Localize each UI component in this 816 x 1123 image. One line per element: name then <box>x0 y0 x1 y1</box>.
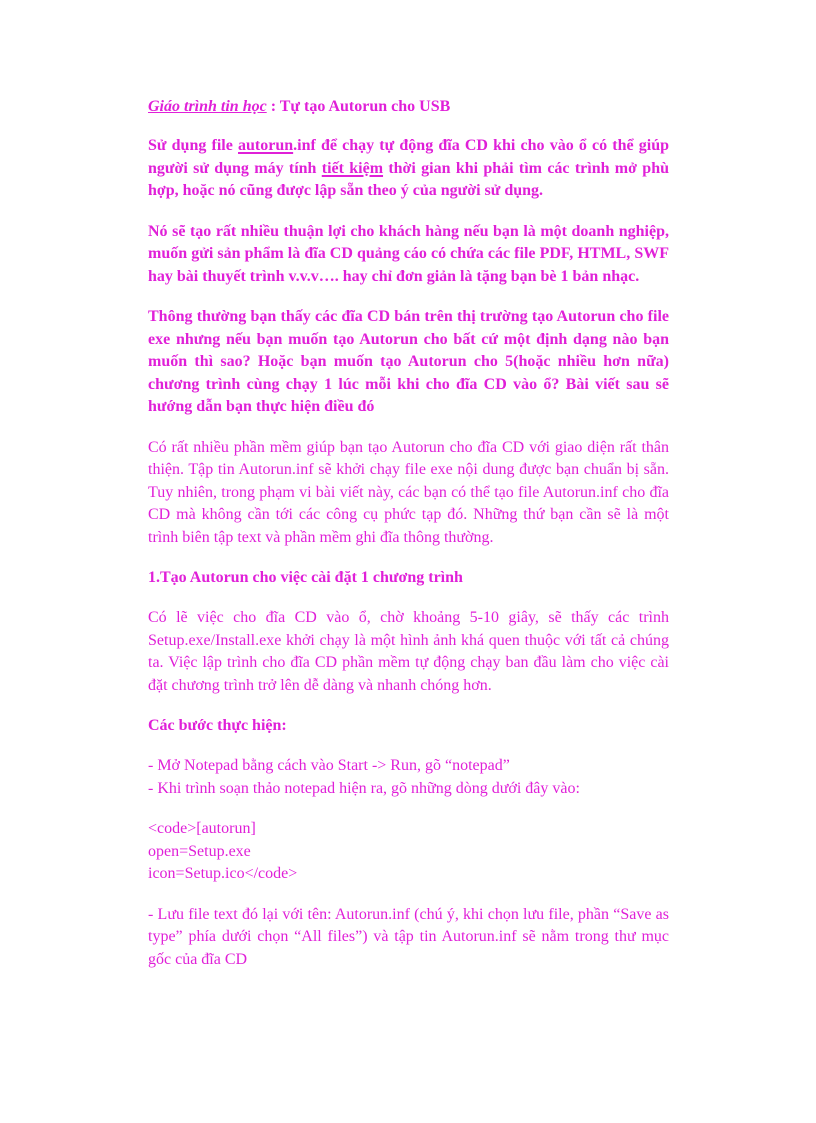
title-text: Tự tạo Autorun cho USB <box>279 98 451 115</box>
question-paragraph: Thông thường bạn thấy các đĩa CD bán trên thị trường tạo Autorun cho file exe nhưng nếu bạn muốn tạo Autorun cho bất cứ một định dạng nào bạn muốn thì sao? Hoặc bạn muốn tạo Autorun cho 5(hoặc nhiều hơn nữa) chương trình cùng chạy 1 lúc mỗi khi cho đĩa CD vào ổ? Bài viết sau sẽ hướng dẫn bạn thực hiện điều đó <box>148 308 669 415</box>
intro-text-b: .inf để chạy tự động đĩa CD khi cho vào ổ có thể giúp người sử dụng máy tính <box>148 137 670 177</box>
intro-text-a: Sử dụng file <box>148 137 239 154</box>
title-separator: : <box>266 98 280 115</box>
code-line: open=Setup.exe <box>148 842 251 860</box>
install-paragraph: Có lẽ việc cho đĩa CD vào ổ, chờ khoảng 5-10 giây, sẽ thấy các trình Setup.exe/Install.exe khởi chạy là một hình ảnh khá quen thuộc với tất cả chúng ta. Việc lập trình cho đĩa CD phần mềm tự động chạy ban đầu làm cho việc cài đặt chương trình trở lên dễ dàng và nhanh chóng hơn. <box>148 609 669 694</box>
intro-paragraph <box>148 135 669 203</box>
section-heading-install: 1.Tạo Autorun cho việc cài đặt 1 chương trình <box>148 569 463 586</box>
benefit-paragraph: Nó sẽ tạo rất nhiều thuận lợi cho khách hàng nếu bạn là một doanh nghiệp, muốn gửi sản phẩm là đĩa CD quảng cáo có chứa các file PDF, HTML, SWF hay bài thuyết trình v.v.v…. hay chỉ đơn giản là tặng bạn bè 1 bản nhạc. <box>148 222 669 285</box>
code-line: icon=Setup.ico</code> <box>148 865 298 882</box>
software-paragraph: Có rất nhiều phần mềm giúp bạn tạo Autorun cho đĩa CD với giao diện rất thân thiện. Tập tin Autorun.inf sẽ khởi chạy file exe nội dung được bạn chuẩn bị sẵn. Tuy nhiên, trong phạm vi bài viết này, các bạn có thể tạo file Autorun.inf cho đĩa CD mà không cần tới các công cụ phức tạp đó. Những thứ bạn cần sẽ là một trình biên tập text và phần mềm ghi đĩa thông thường. <box>148 438 669 546</box>
steps-list <box>148 755 669 800</box>
document-title <box>148 96 669 118</box>
code-line: <code>[autorun] <box>148 820 256 837</box>
tiet-kiem-link[interactable]: tiết kiệm <box>321 159 384 177</box>
step-item: - Mở Notepad bằng cách vào Start -> Run, gõ “notepad” <box>148 757 510 774</box>
intro-text-c: thời gian khi phải tìm các trình mở phù hợp, hoặc nó cũng được lập sẵn theo ý của người sử dụng. <box>148 159 669 199</box>
step-item: - Khi trình soạn thảo notepad hiện ra, gõ những dòng dưới đây vào: <box>148 779 580 797</box>
title-link[interactable]: Giáo trình tin học <box>148 98 267 115</box>
save-paragraph: - Lưu file text đó lại với tên: Autorun.inf (chú ý, khi chọn lưu file, phần “Save as type” phía dưới chọn “All files”) và tập tin Autorun.inf sẽ nằm trong thư mục gốc của đĩa CD <box>148 905 669 968</box>
code-block <box>148 818 669 886</box>
autorun-link[interactable]: autorun <box>238 137 294 154</box>
steps-heading: Các bước thực hiện: <box>148 717 287 734</box>
document-body <box>148 96 669 989</box>
